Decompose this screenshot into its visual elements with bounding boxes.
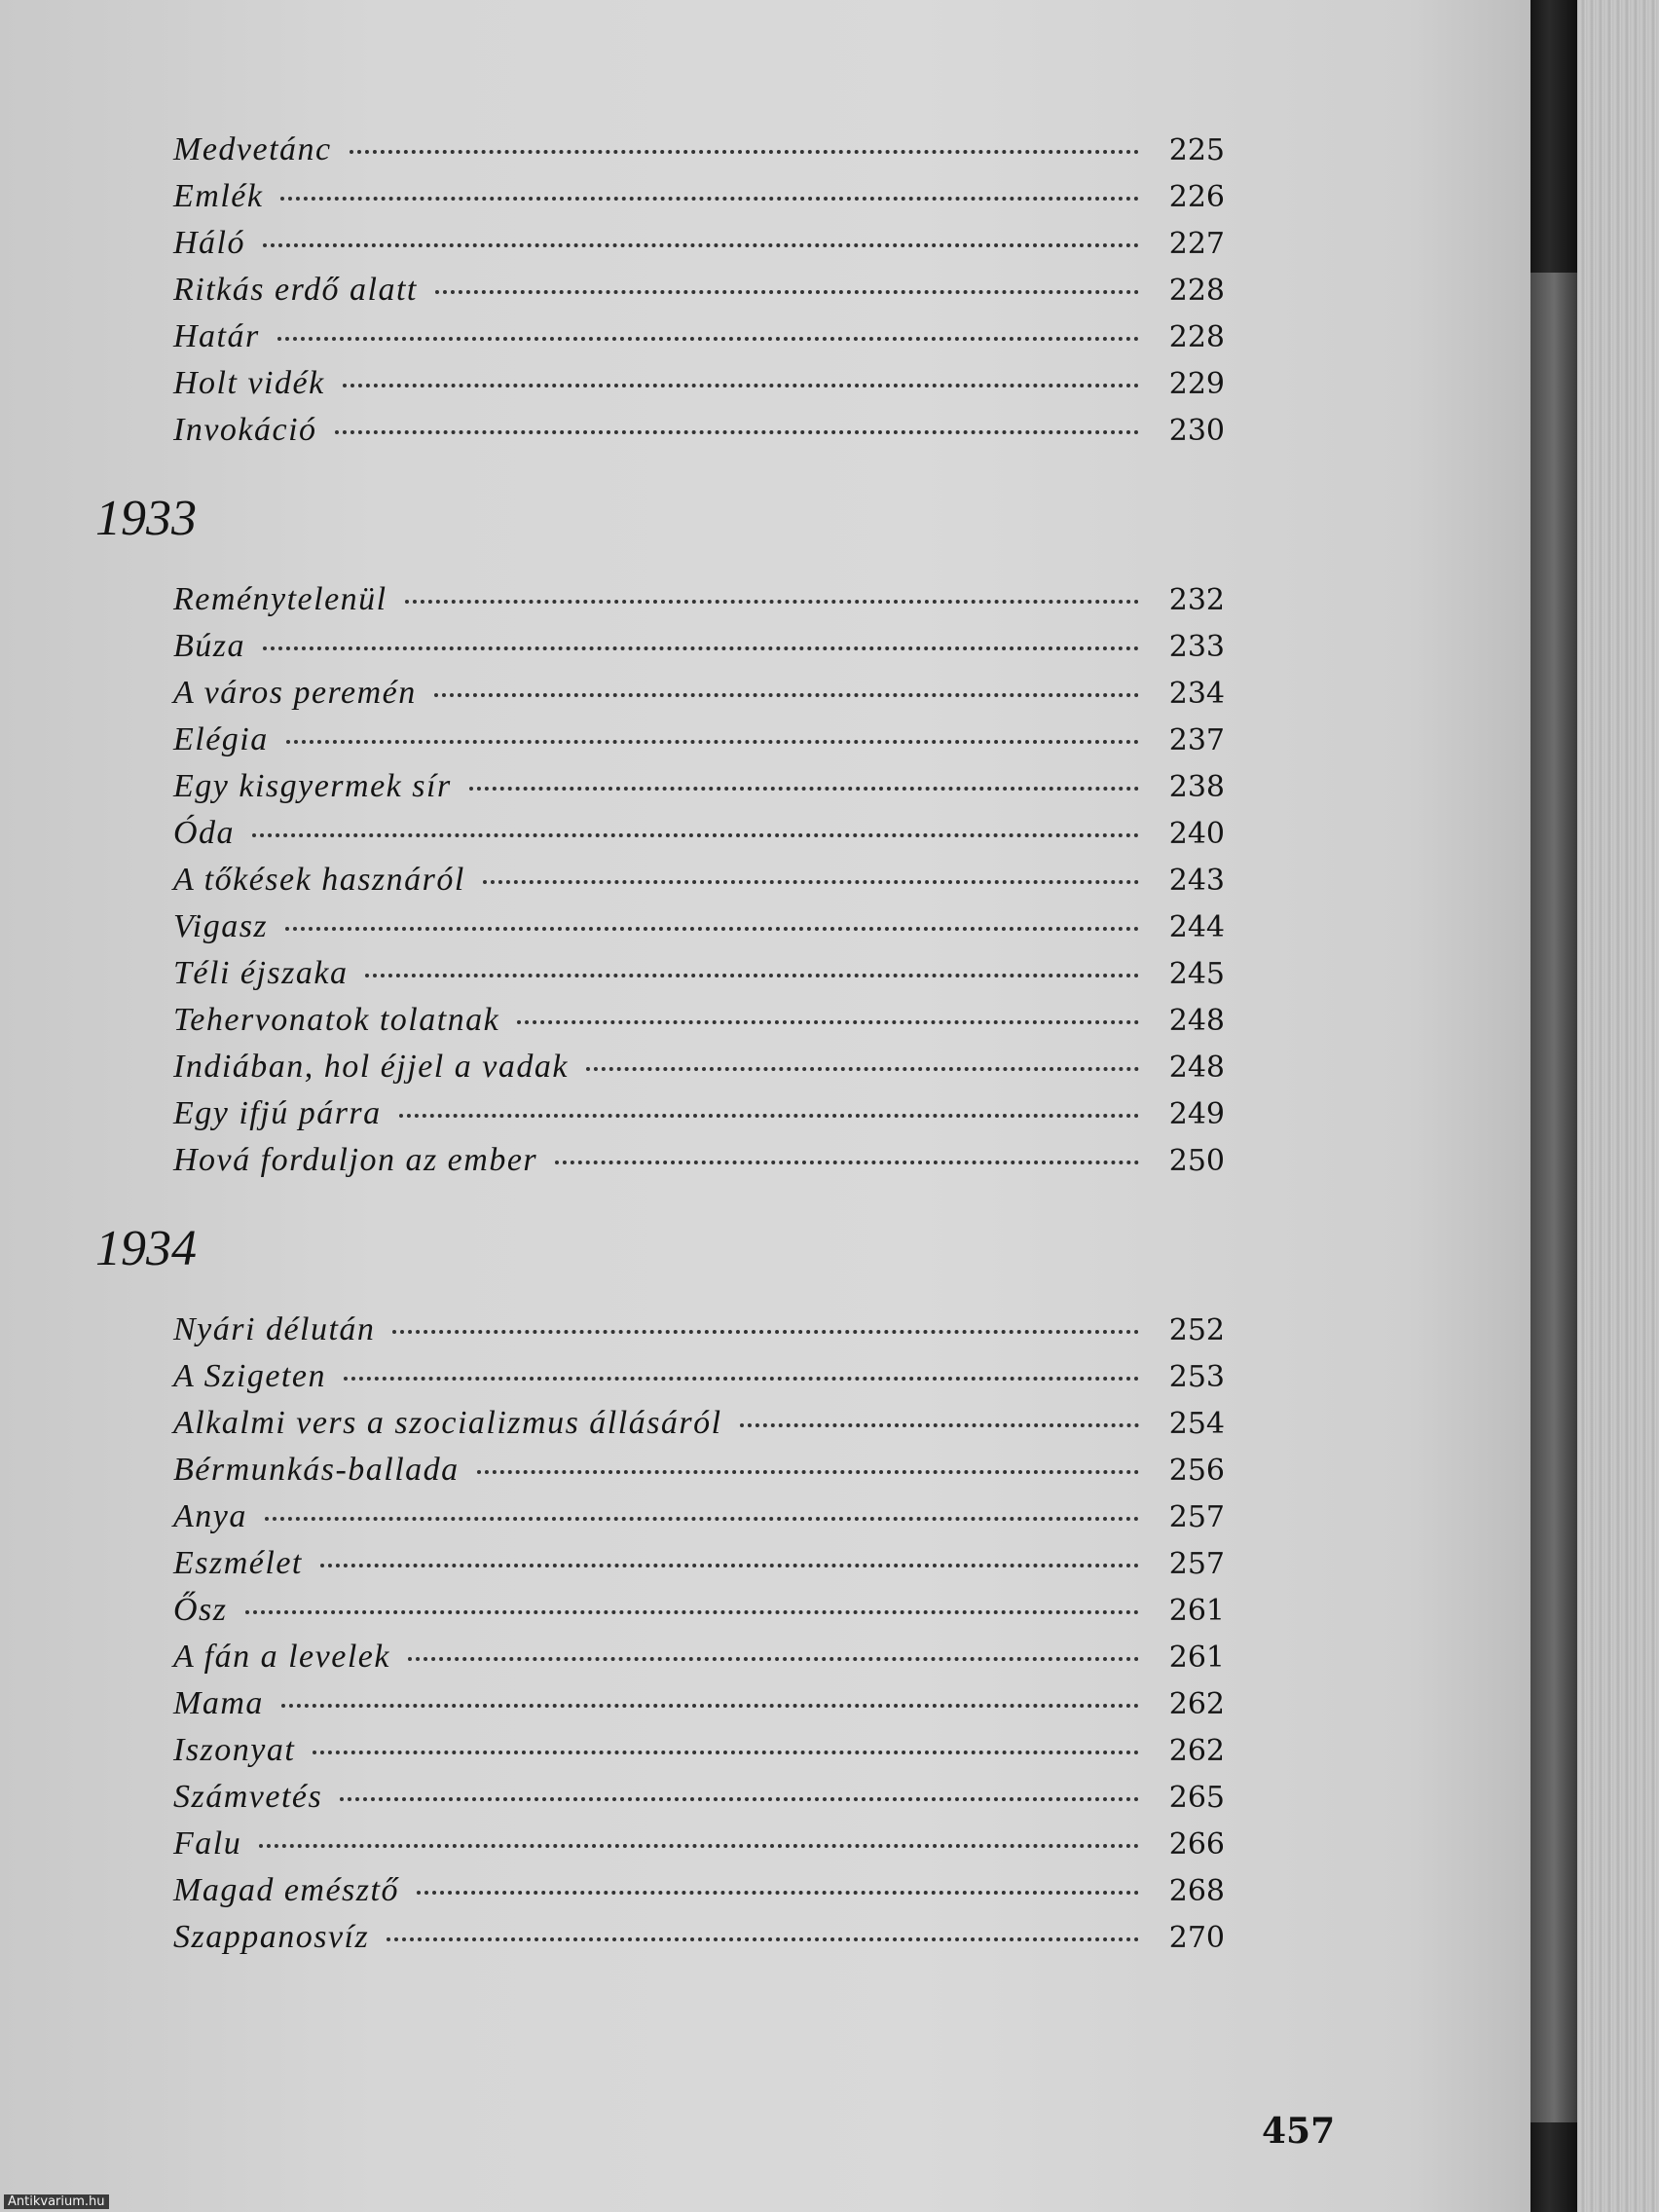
dot-leader: [555, 1161, 1139, 1164]
toc-entry: [173, 1405, 1225, 1452]
dot-leader: [286, 740, 1139, 744]
toc-entry: [173, 628, 1225, 675]
dot-leader: [586, 1067, 1139, 1071]
dot-leader: [344, 1377, 1139, 1381]
entry-page-number: 253: [1168, 1360, 1225, 1394]
entry-title: Ősz: [173, 1592, 228, 1628]
dot-leader: [320, 1564, 1139, 1567]
entry-title: Mama: [173, 1685, 264, 1721]
toc-entry: [173, 721, 1225, 768]
toc-entry: [173, 131, 1225, 178]
entry-page-number: 262: [1168, 1687, 1225, 1721]
toc-entry: [173, 1498, 1225, 1545]
entry-title: A fán a levelek: [173, 1639, 390, 1675]
entry-page-number: 248: [1168, 1004, 1225, 1038]
toc-entry: [173, 412, 1225, 459]
entry-title: Anya: [173, 1498, 247, 1534]
entry-page-number: 268: [1168, 1874, 1225, 1908]
entry-page-number: 256: [1168, 1454, 1225, 1488]
entry-page-number: 237: [1168, 723, 1225, 757]
toc-entry: [173, 768, 1225, 815]
entry-title: Iszonyat: [173, 1732, 296, 1768]
toc-entry: [173, 955, 1225, 1002]
toc-entry: [173, 1919, 1225, 1966]
entry-title: Egy kisgyermek sír: [173, 768, 452, 804]
toc-entry: [173, 815, 1225, 862]
entry-title: Indiában, hol éjjel a vadak: [173, 1049, 569, 1085]
dot-leader: [387, 1937, 1139, 1941]
entry-title: Falu: [173, 1825, 242, 1862]
page-edges: [1577, 0, 1659, 2212]
toc-entry: [173, 365, 1225, 412]
toc-entry: [173, 1732, 1225, 1779]
dot-leader: [417, 1891, 1139, 1895]
dot-leader: [399, 1114, 1139, 1118]
entry-page-number: 245: [1168, 957, 1225, 991]
entry-title: Eszmélet: [173, 1545, 303, 1581]
dot-leader: [280, 197, 1139, 201]
entry-title: Téli éjszaka: [173, 955, 349, 991]
toc-entry: [173, 1002, 1225, 1049]
entry-title: Invokáció: [173, 412, 317, 448]
year-heading: 1933: [95, 491, 197, 546]
dot-leader: [335, 430, 1139, 434]
entry-title: Tehervonatok tolatnak: [173, 1002, 500, 1038]
entry-title: Óda: [173, 815, 236, 851]
dot-leader: [483, 880, 1139, 884]
entry-page-number: 240: [1168, 817, 1225, 851]
toc-entry: [173, 1825, 1225, 1872]
watermark: Antikvarium.hu: [4, 2194, 109, 2209]
dot-leader: [392, 1330, 1139, 1334]
entry-page-number: 249: [1168, 1097, 1225, 1131]
dot-leader: [350, 150, 1139, 154]
entry-page-number: 226: [1168, 180, 1225, 214]
entry-page-number: 254: [1168, 1407, 1225, 1441]
entry-page-number: 238: [1168, 770, 1225, 804]
entry-page-number: 243: [1168, 864, 1225, 898]
toc-entry: [173, 1872, 1225, 1919]
dot-leader: [263, 646, 1139, 650]
entry-page-number: 230: [1168, 414, 1225, 448]
dot-leader: [435, 290, 1139, 294]
entry-title: Medvetánc: [173, 131, 332, 167]
toc-entry: [173, 675, 1225, 721]
entry-page-number: 250: [1168, 1144, 1225, 1178]
entry-page-number: 233: [1168, 630, 1225, 664]
entry-page-number: 257: [1168, 1547, 1225, 1581]
dot-leader: [343, 384, 1139, 387]
dot-leader: [365, 974, 1139, 977]
toc-entry: [173, 581, 1225, 628]
entry-title: Elégia: [173, 721, 269, 757]
dot-leader: [469, 787, 1139, 791]
entry-page-number: 261: [1168, 1641, 1225, 1675]
toc-entry: [173, 908, 1225, 955]
entry-page-number: 270: [1168, 1921, 1225, 1955]
dot-leader: [281, 1704, 1139, 1708]
toc-entry: [173, 1779, 1225, 1825]
toc-entry: [173, 862, 1225, 908]
entry-page-number: 261: [1168, 1594, 1225, 1628]
entry-title: Holt vidék: [173, 365, 325, 401]
book-spine-band: [1530, 273, 1577, 2122]
toc-entry: [173, 318, 1225, 365]
entry-title: Egy ifjú párra: [173, 1095, 382, 1131]
toc-entry: [173, 1639, 1225, 1685]
entry-title: Határ: [173, 318, 260, 354]
entry-title: Vigasz: [173, 908, 269, 944]
toc-entry: [173, 1545, 1225, 1592]
entry-page-number: 228: [1168, 320, 1225, 354]
entry-title: Reménytelenül: [173, 581, 387, 617]
entry-page-number: 228: [1168, 274, 1225, 308]
entry-title: Ritkás erdő alatt: [173, 272, 418, 308]
entry-title: Magad emésztő: [173, 1872, 399, 1908]
entry-page-number: 257: [1168, 1500, 1225, 1534]
entry-title: Bérmunkás-ballada: [173, 1452, 460, 1488]
entry-page-number: 262: [1168, 1734, 1225, 1768]
entry-page-number: 232: [1168, 583, 1225, 617]
entry-page-number: 227: [1168, 227, 1225, 261]
dot-leader: [740, 1423, 1139, 1427]
entry-page-number: 244: [1168, 910, 1225, 944]
entry-page-number: 248: [1168, 1051, 1225, 1085]
entry-page-number: 234: [1168, 677, 1225, 711]
toc-entry: [173, 1095, 1225, 1142]
dot-leader: [265, 1517, 1139, 1521]
entry-title: Búza: [173, 628, 245, 664]
toc-entry: [173, 1311, 1225, 1358]
toc-entry: [173, 1685, 1225, 1732]
entry-title: Számvetés: [173, 1779, 323, 1815]
dot-leader: [245, 1610, 1139, 1614]
toc-entry: [173, 1358, 1225, 1405]
table-of-contents: [95, 131, 1225, 1966]
toc-entry: [173, 272, 1225, 318]
page-number: 457: [1262, 2111, 1336, 2152]
entry-title: Hová forduljon az ember: [173, 1142, 538, 1178]
entry-title: Háló: [173, 225, 245, 261]
dot-leader: [313, 1751, 1139, 1754]
entry-page-number: 266: [1168, 1827, 1225, 1862]
dot-leader: [405, 600, 1139, 604]
dot-leader: [252, 833, 1139, 837]
entry-title: Nyári délután: [173, 1311, 376, 1347]
dot-leader: [340, 1797, 1139, 1801]
entry-title: A Szigeten: [173, 1358, 326, 1394]
dot-leader: [285, 927, 1139, 931]
dot-leader: [277, 337, 1139, 341]
dot-leader: [517, 1020, 1139, 1024]
toc-entry: [173, 178, 1225, 225]
entry-title: A tőkések hasznáról: [173, 862, 465, 898]
toc-entry: [173, 225, 1225, 272]
toc-entry: [173, 1592, 1225, 1639]
dot-leader: [477, 1470, 1139, 1474]
entry-page-number: 225: [1168, 133, 1225, 167]
dot-leader: [259, 1844, 1139, 1848]
entry-page-number: 229: [1168, 367, 1225, 401]
entry-page-number: 265: [1168, 1781, 1225, 1815]
entry-title: A város peremén: [173, 675, 417, 711]
year-heading: 1934: [95, 1221, 197, 1276]
entry-title: Szappanosvíz: [173, 1919, 370, 1955]
toc-entry: [173, 1452, 1225, 1498]
dot-leader: [434, 693, 1139, 697]
toc-entry: [173, 1049, 1225, 1095]
entry-page-number: 252: [1168, 1313, 1225, 1347]
entry-title: Emlék: [173, 178, 264, 214]
dot-leader: [263, 243, 1139, 247]
entry-title: Alkalmi vers a szocializmus állásáról: [173, 1405, 722, 1441]
toc-entry: [173, 1142, 1225, 1189]
dot-leader: [408, 1657, 1139, 1661]
